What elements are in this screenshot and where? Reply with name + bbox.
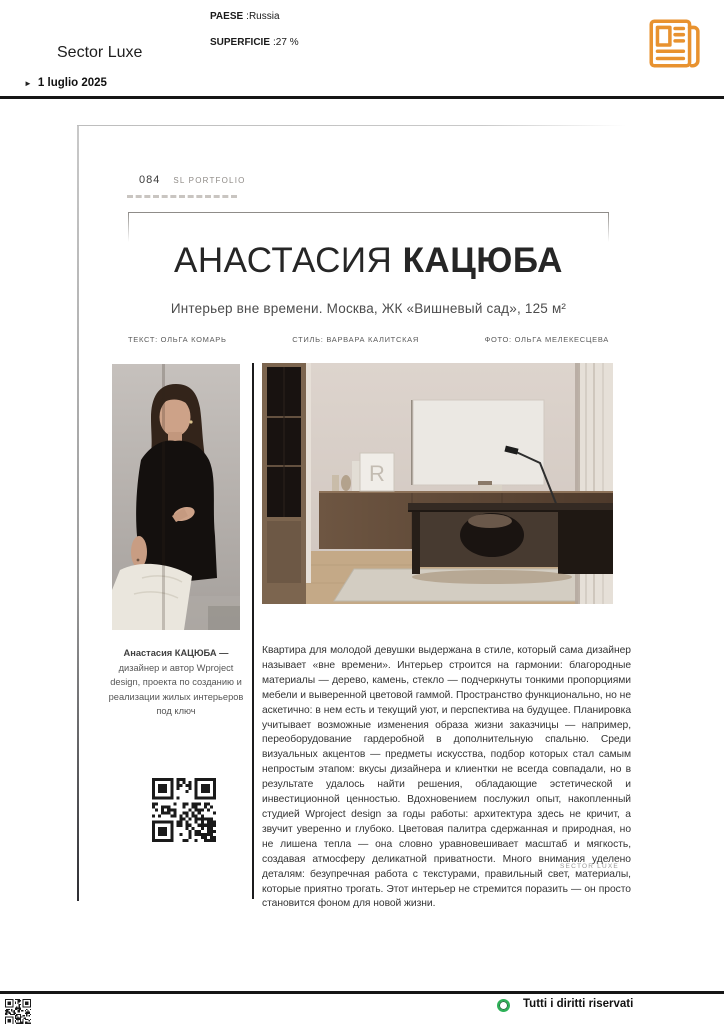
article-subtitle: Интерьер вне времени. Москва, ЖК «Вишневый сад», 125 м² xyxy=(170,301,567,316)
paese-value: :Russia xyxy=(246,11,280,22)
superficie-value: :27 % xyxy=(273,37,299,48)
folio-dashed-rule xyxy=(127,195,237,198)
rights-notice: Tutti i diritti riservati xyxy=(523,998,634,1010)
credit-photo: ФОТО: ОЛЬГА МЕЛЕКЕСЦЕВА xyxy=(484,335,609,344)
article-body-text: Квартира для молодой девушки выдержана в стиле, который сама дизайнер называет «вне времени». Интерьер строится на гармонии: благородные материалы — дерево, камень, стекло — подчеркнуты тонкими пропорциями мебели и выверенной цветовой гаммой. Пространство функционально, но не аскетично: в нем есть и текущий уют, и перспектива на будущее. Планировка учитывает возможные изменения образа жизни заказчицы — например, переоборудование гардеробной в дополнительную спальню. Среди визуальных акцентов — предметы искусства, подбор которых стал самым непростым этапом: вкусы дизайнера и клиентки не всегда совпадали, но в результате удалось найти решения, обладающие эстетической и инвестиционной ценностью. Вдохновением послужил опыт, накопленный студией Wproject design за годы работы: архитектура здесь не кричит, а звучит уверенно и глубоко. Цветовая палитра сдержанная и природная, но не лишена тепла — она словно уравновешивает масштаб и мягкость, создавая атмосферу деликатной приватности. Много внимания уделено деталям: безупречная работа с текстурами, правильный свет, материалы, которые приятно трогать. Этот интерьер не стремится поразить — он просто становится фоном для новой жизни. xyxy=(262,645,631,910)
expand-arrow-icon: ► xyxy=(24,78,32,88)
title-last-name: КАЦЮБА xyxy=(402,241,563,280)
scanned-magazine-page xyxy=(77,125,655,993)
svg-text:R: R xyxy=(369,461,385,486)
caption-text: дизайнер и автор Wproject design, проекта по созданию и реализации жилых интерьеров под ключ xyxy=(108,662,244,716)
column-divider-rule xyxy=(252,363,254,899)
superficie-label: SUPERFICIE xyxy=(210,37,271,48)
page-scan-edge xyxy=(77,125,79,901)
green-ring-icon xyxy=(497,999,510,1012)
article-qr-code xyxy=(152,777,216,843)
designer-portrait-photo xyxy=(112,364,240,630)
superficie-line xyxy=(210,37,299,48)
page-folio xyxy=(139,174,246,186)
portrait-caption xyxy=(106,646,246,719)
newspaper-icon[interactable] xyxy=(644,15,702,73)
article-title xyxy=(128,241,609,281)
credit-style: СТИЛЬ: ВАРВАРА КАЛИТСКАЯ xyxy=(292,335,419,344)
header-divider-rule xyxy=(0,96,724,99)
caption-name: Анастасия КАЦЮБА — xyxy=(123,648,229,658)
magazine-brand-mark: SECTOR LUXE xyxy=(560,863,619,870)
footer-qr-code xyxy=(5,999,31,1024)
clipping-date: 1 luglio 2025 xyxy=(37,77,107,89)
footer-divider-rule xyxy=(0,991,724,994)
page-number: 084 xyxy=(139,174,161,186)
page-scan-top-edge xyxy=(77,125,655,126)
credits-row xyxy=(128,335,609,344)
paese-line xyxy=(210,11,280,22)
title-first-name: АНАСТАСИЯ xyxy=(174,241,403,280)
paese-label: PAESE xyxy=(210,11,244,22)
interior-photo xyxy=(262,363,613,604)
clipping-date-row[interactable] xyxy=(24,77,107,89)
credit-text: ТЕКСТ: ОЛЬГА КОМАРЬ xyxy=(128,335,227,344)
section-label: SL PORTFOLIO xyxy=(173,176,246,185)
publication-name: Sector Luxe xyxy=(57,44,143,61)
